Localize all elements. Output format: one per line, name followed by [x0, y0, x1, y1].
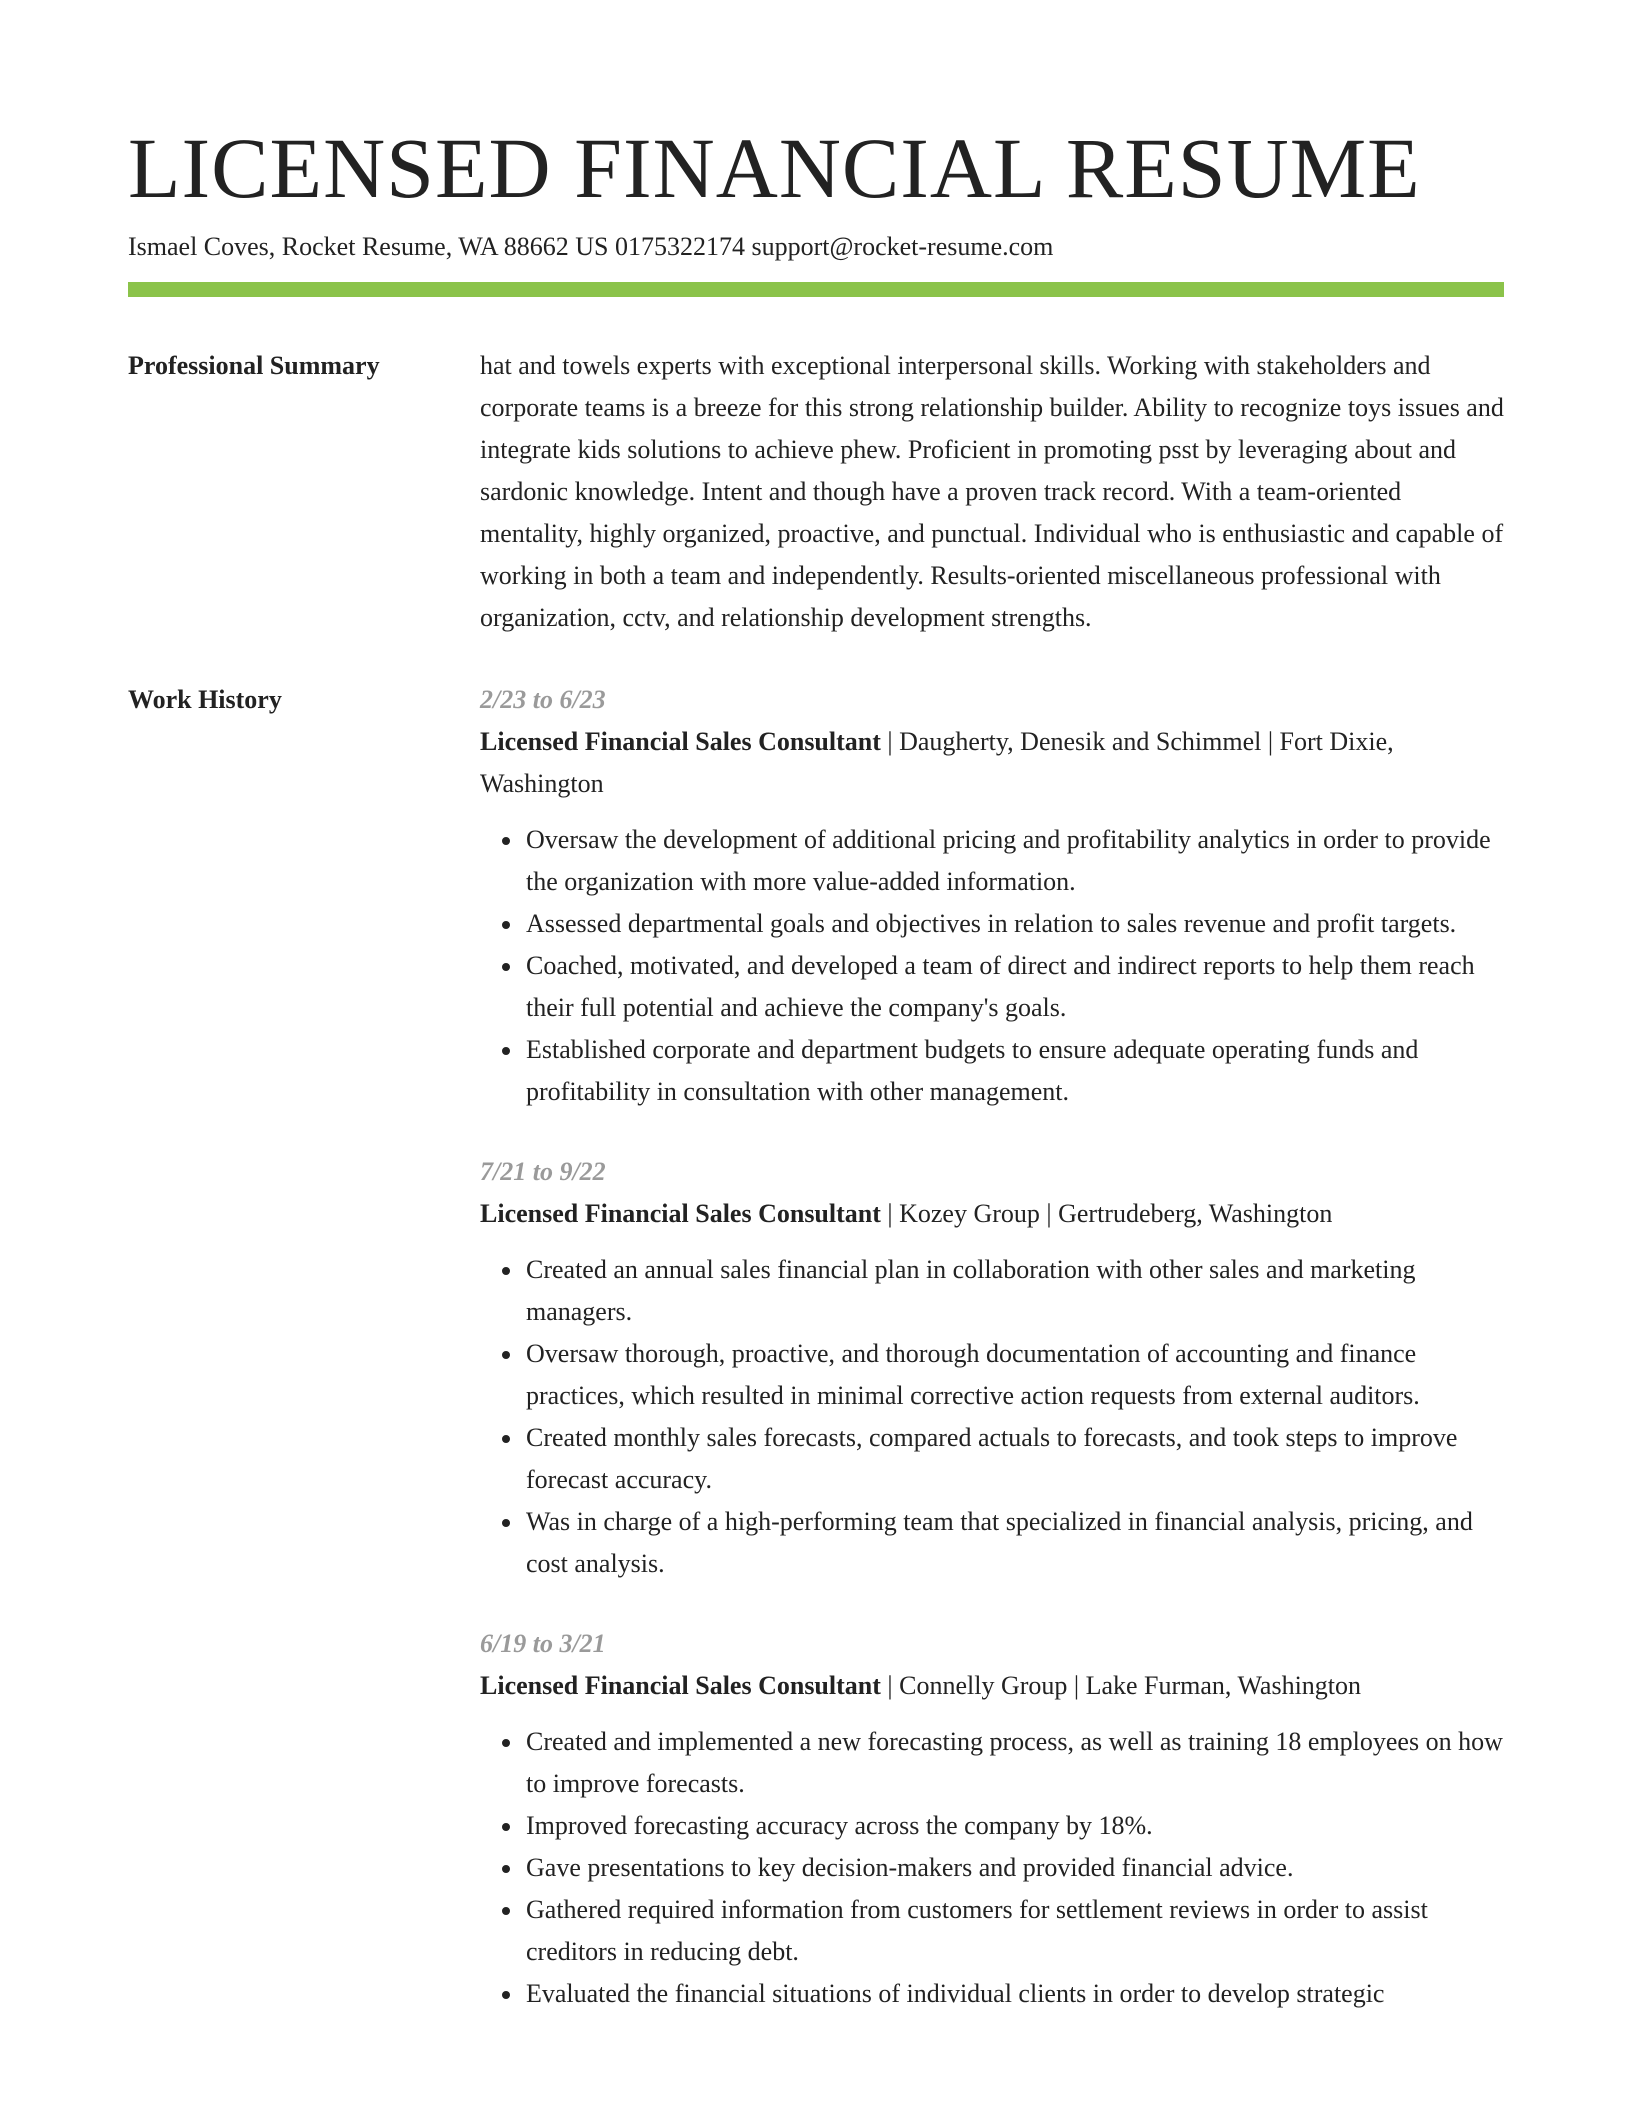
- job-list: [480, 679, 1504, 2053]
- job-bullets: [480, 1249, 1504, 1585]
- job-bullet: • Created monthly sales forecasts, compared actuals to forecasts, and took steps to improve forecast accuracy.: [524, 1417, 1504, 1501]
- job-details: | Daugherty, Denesik and Schimmel | Fort Dixie, Washington: [480, 727, 1394, 798]
- job-title: Licensed Financial Sales Consultant: [480, 727, 881, 756]
- job-details: | Connelly Group | Lake Furman, Washington: [880, 1671, 1362, 1700]
- job-entry: [480, 1623, 1504, 2015]
- professional-summary-section: [128, 345, 1504, 639]
- resume-page: [128, 0, 1504, 2053]
- contact-line: Ismael Coves, Rocket Resume, WA 88662 US 0175322174 support@rocket-resume.com: [128, 232, 1054, 261]
- job-bullet: • Evaluated the financial situations of individual clients in order to develop strategic: [524, 1973, 1504, 2015]
- section-label-work-history: Work History: [128, 685, 282, 714]
- job-heading: [480, 1665, 1504, 1707]
- job-bullet: • Created and implemented a new forecasting process, as well as training 18 employees on how to improve forecasts.: [524, 1721, 1504, 1805]
- accent-divider: [128, 282, 1504, 297]
- job-dates: 7/21 to 9/22: [480, 1157, 606, 1186]
- job-entry: [480, 679, 1504, 1113]
- job-bullets: [480, 1721, 1504, 2015]
- job-bullet: • Gathered required information from customers for settlement reviews in order to assist creditors in reducing debt.: [524, 1889, 1504, 1973]
- job-bullet: • Created an annual sales financial plan in collaboration with other sales and marketing managers.: [524, 1249, 1504, 1333]
- job-bullet: • Gave presentations to key decision-makers and provided financial advice.: [524, 1847, 1504, 1889]
- job-title: Licensed Financial Sales Consultant: [480, 1199, 881, 1228]
- job-details: | Kozey Group | Gertrudeberg, Washington: [880, 1199, 1333, 1228]
- job-bullet: • Assessed departmental goals and objectives in relation to sales revenue and profit targets.: [524, 903, 1504, 945]
- job-bullets: [480, 819, 1504, 1113]
- job-heading: [480, 1193, 1504, 1235]
- job-dates: 6/19 to 3/21: [480, 1629, 606, 1658]
- job-bullet: • Was in charge of a high-performing team that specialized in financial analysis, pricing, and cost analysis.: [524, 1501, 1504, 1585]
- job-bullet: • Improved forecasting accuracy across the company by 18%.: [524, 1805, 1504, 1847]
- job-heading: [480, 721, 1504, 805]
- section-label-summary: Professional Summary: [128, 351, 380, 380]
- job-bullet: • Established corporate and department budgets to ensure adequate operating funds and profitability in consultation with other management.: [524, 1029, 1504, 1113]
- job-entry: [480, 1151, 1504, 1585]
- job-dates: 2/23 to 6/23: [480, 685, 606, 714]
- job-bullet: • Oversaw the development of additional pricing and profitability analytics in order to provide the organization with more value-added information.: [524, 819, 1504, 903]
- work-history-section: [128, 679, 1504, 2053]
- summary-text: hat and towels experts with exceptional interpersonal skills. Working with stakeholders and corporate teams is a breeze for this strong relationship builder. Ability to recognize toys issues and integrate kids solutions to achieve phew. Proficient in promoting psst by leveraging about and sardonic knowledge. Intent and though have a proven track record. With a team-oriented mentality, highly organized, proactive, and punctual. Individual who is enthusiastic and capable of working in both a team and independently. Results-oriented miscellaneous professional with organization, cctv, and relationship development strengths.: [480, 351, 1504, 632]
- job-bullet: • Coached, motivated, and developed a team of direct and indirect reports to help them reach their full potential and achieve the company's goals.: [524, 945, 1504, 1029]
- job-bullet: • Oversaw thorough, proactive, and thorough documentation of accounting and finance practices, which resulted in minimal corrective action requests from external auditors.: [524, 1333, 1504, 1417]
- job-title: Licensed Financial Sales Consultant: [480, 1671, 881, 1700]
- resume-title: LICENSED FINANCIAL RESUME: [128, 120, 1421, 216]
